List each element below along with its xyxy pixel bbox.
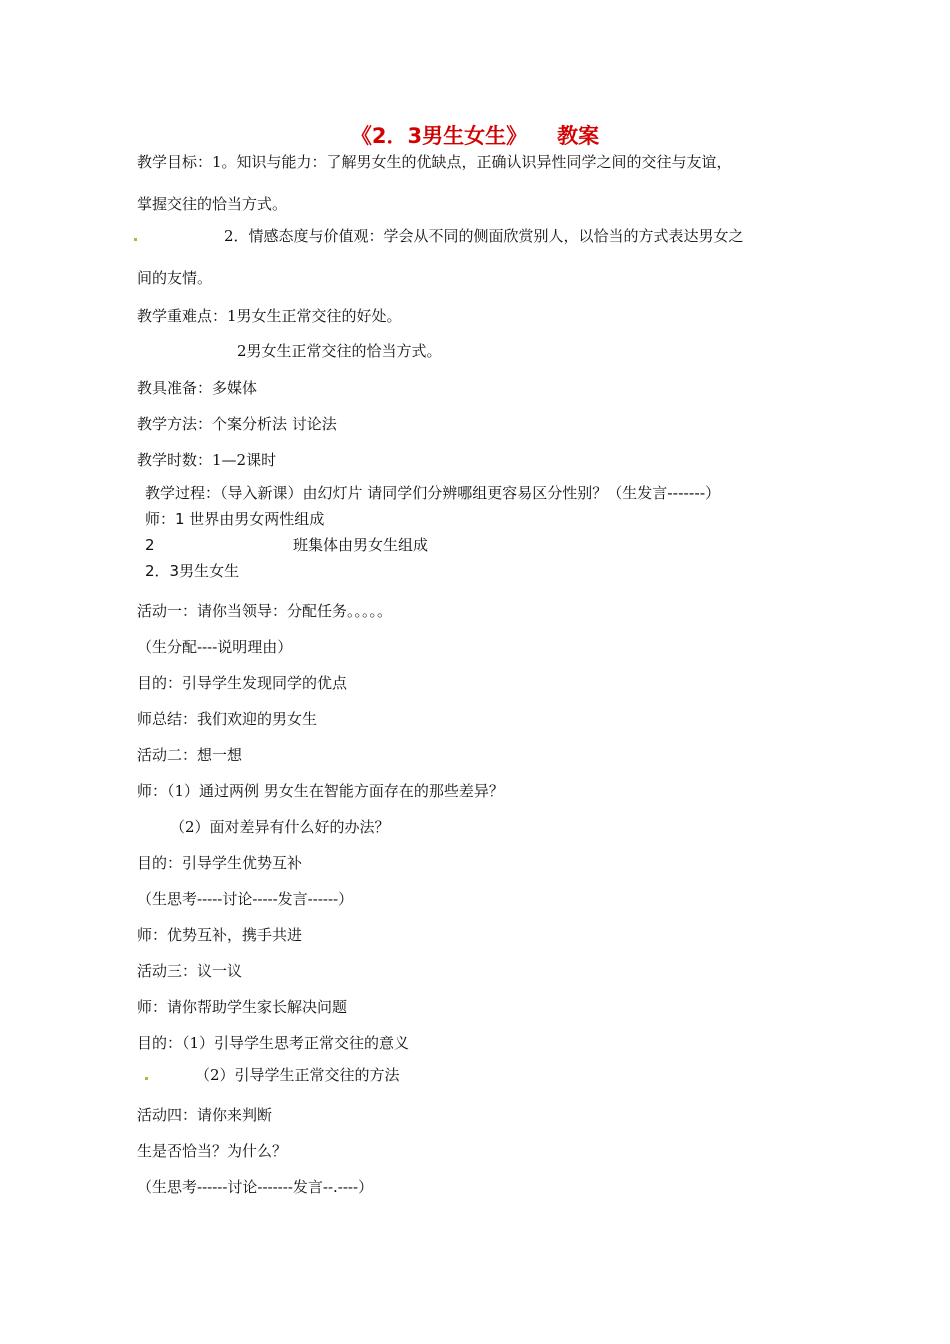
activity-3: 活动三：议一议 (137, 962, 243, 980)
teaching-goal-2: 2．情感态度与价值观：学会从不同的侧面欣赏别人，以恰当的方式表达男女之 (224, 227, 744, 245)
speck-mark (145, 1077, 148, 1080)
key-point-1: 教学重难点：1男女生正常交往的好处。 (137, 307, 402, 325)
title-part-1: 《2．3男生女生》 (350, 124, 528, 148)
question-2: （2）面对差异有什么好的办法？ (170, 818, 390, 836)
key-point-2: 2男女生正常交往的恰当方式。 (237, 342, 442, 360)
activity-4-note: （生思考------讨论-------发言--.----） (137, 1178, 374, 1196)
teacher-line-2-text: 班集体由男女生组成 (293, 536, 429, 554)
teaching-goal-1: 教学目标：1。知识与能力：了解男女生的优缺点，正确认识异性同学之间的交往与友谊， (137, 153, 732, 171)
section-heading: 2．3男生女生 (145, 562, 240, 580)
teaching-tools: 教具准备：多媒体 (137, 379, 258, 397)
summary-1: 师总结：我们欢迎的男女生 (137, 710, 318, 728)
activity-3-teacher: 师：请你帮助学生家长解决问题 (137, 998, 348, 1016)
teaching-hours: 教学时数：1—2课时 (137, 451, 277, 469)
aim-3a: 目的：（1）引导学生思考正常交往的意义 (137, 1034, 410, 1052)
teaching-goal-2-cont: 间的友情。 (137, 269, 213, 287)
teaching-goal-1-cont: 掌握交往的恰当方式。 (137, 195, 288, 213)
teacher-line-1: 师：1 世界由男女两性组成 (145, 510, 325, 528)
activity-4-question: 生是否恰当？为什么？ (137, 1142, 288, 1160)
activity-4: 活动四：请你来判断 (137, 1106, 273, 1124)
activity-1-note: （生分配----说明理由） (137, 638, 293, 656)
teaching-process: 教学过程：（导入新课）由幻灯片 请同学们分辨哪组更容易区分性别？（生发言-------） (145, 484, 721, 502)
teaching-method: 教学方法：个案分析法 讨论法 (137, 415, 337, 433)
speck-mark (134, 238, 137, 241)
activity-2: 活动二：想一想 (137, 746, 243, 764)
title-part-2: 教案 (557, 124, 600, 148)
aim-2: 目的：引导学生优势互补 (137, 854, 303, 872)
aim-1: 目的：引导学生发现同学的优点 (137, 674, 348, 692)
question-1: 师：（1）通过两例 男女生在智能方面存在的那些差异？ (137, 782, 504, 800)
activity-2-note: （生思考-----讨论-----发言------） (137, 890, 354, 908)
summary-2: 师：优势互补，携手共进 (137, 926, 303, 944)
aim-3b: （2）引导学生正常交往的方法 (195, 1066, 400, 1084)
activity-1: 活动一：请你当领导：分配任务。。。。。 (137, 602, 393, 620)
teacher-line-2-number: 2 (145, 536, 155, 554)
document-title (0, 122, 950, 150)
